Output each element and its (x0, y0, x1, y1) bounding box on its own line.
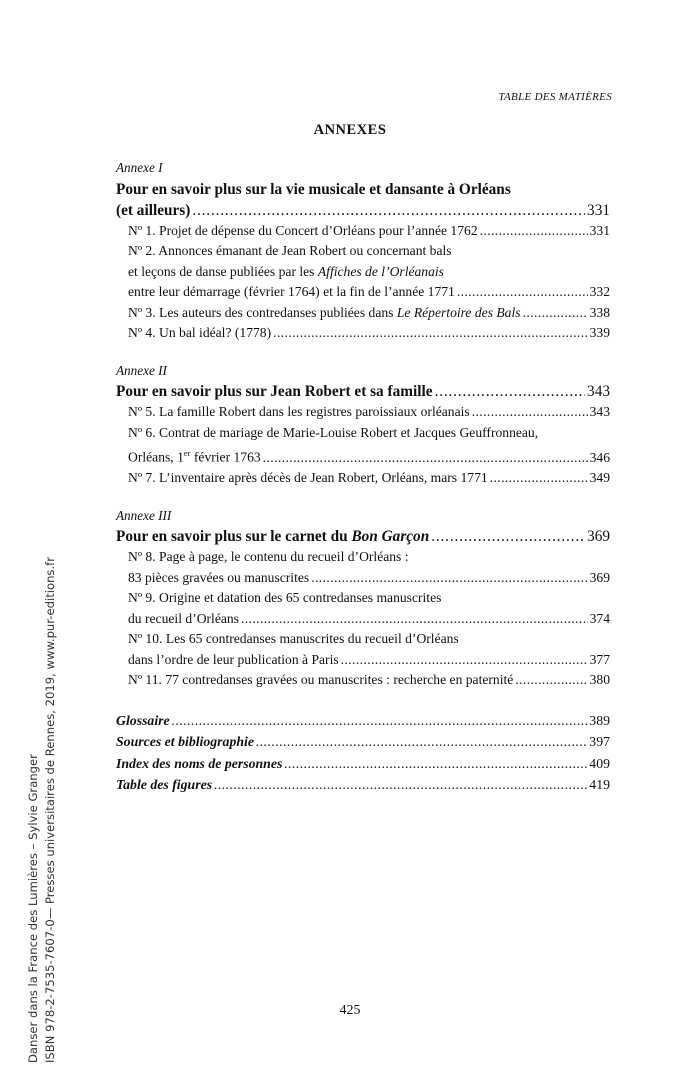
toc-row[interactable]: Pour en savoir plus sur Jean Robert et sa famille . . . 343 (116, 381, 610, 402)
page-ref: 343 (587, 383, 610, 400)
toc-row[interactable]: Pour en savoir plus sur le carnet du Bon Garçon . . . 369 (116, 526, 610, 547)
toc-row[interactable]: Orléans, 1er février 1763 . . . 346 (128, 443, 610, 468)
page-ref: 331 (589, 222, 610, 238)
toc-row[interactable]: entre leur démarrage (février 1764) et la fin de l’année 1771 . . . 332 (128, 282, 610, 303)
section-title: ANNEXES (313, 122, 387, 138)
annex-label: Annexe III (116, 507, 172, 523)
toc-line: Nº 10. Les 65 contredanses manuscrites du recueil d’Orléans (128, 631, 459, 647)
toc-row-figures[interactable]: Table des figures . . . 419 (116, 774, 610, 796)
side-credit-line1: Danser dans la France des Lumières – Sylvie Granger (26, 754, 40, 1063)
page-ref: 397 (589, 734, 610, 750)
toc-row[interactable]: du recueil d’Orléans . . . 374 (128, 609, 610, 630)
toc-line: Nº 6. Contrat de mariage de Marie-Louise Robert et Jacques Geuffronneau, (128, 424, 539, 440)
page-ref: 369 (589, 569, 610, 585)
page-number: 425 (339, 1003, 361, 1018)
annex-2 (116, 361, 610, 489)
page-ref: 419 (589, 777, 610, 793)
page-ref: 338 (589, 304, 610, 320)
page-ref: 346 (589, 449, 610, 465)
page-ref: 377 (589, 651, 610, 667)
page-ref: 380 (589, 672, 610, 688)
page-ref: 389 (589, 712, 610, 728)
toc-line: et leçons de danse publiées par les Affiches de l’Orléanais (128, 263, 444, 279)
page-ref: 369 (587, 528, 610, 546)
toc-row[interactable]: Nº 11. 77 contredanses gravées ou manuscrites : recherche en paternité . . . 380 (128, 670, 610, 691)
running-header: TABLE DES MATIÈRES (498, 91, 612, 103)
toc-row[interactable]: Nº 3. Les auteurs des contredanses publiées dans Le Répertoire des Bals . . . 338 (128, 303, 610, 324)
toc-row[interactable]: Nº 1. Projet de dépense du Concert d’Orléans pour l’année 1762 . . . 331 (128, 221, 610, 242)
page-ref: 343 (589, 404, 610, 419)
side-credit (25, 557, 59, 1063)
toc-row-glossaire[interactable]: Glossaire . . . 389 (116, 710, 610, 732)
page-ref: 349 (589, 470, 610, 486)
page-ref: 339 (589, 325, 610, 340)
page-ref: 374 (589, 610, 610, 626)
toc-row[interactable]: (et ailleurs) . . . 331 (116, 200, 610, 221)
table-of-contents (116, 158, 610, 796)
toc-row-sources[interactable]: Sources et bibliographie . . . 397 (116, 731, 610, 753)
toc-line: Nº 8. Page à page, le contenu du recueil d’Orléans : (128, 549, 409, 565)
toc-row[interactable]: Nº 5. La famille Robert dans les registres paroissiaux orléanais . . . 343 (128, 402, 610, 423)
end-matter (116, 710, 610, 796)
page-ref: 409 (589, 755, 610, 771)
page-ref: 332 (589, 284, 610, 299)
toc-line: Nº 9. Origine et datation des 65 contredanses manuscrites (128, 590, 442, 606)
annex-heading: Pour en savoir plus sur la vie musicale et dansante à Orléans (116, 180, 511, 198)
page-ref: 331 (587, 201, 610, 219)
toc-line: Nº 2. Annonces émanant de Jean Robert ou concernant bals (128, 243, 452, 258)
toc-row[interactable]: Nº 7. L’inventaire après décès de Jean Robert, Orléans, mars 1771 . . . 349 (128, 468, 610, 489)
side-credit-line2: ISBN 978-2-7535-7607-0— Presses universitaires de Rennes, 2019, www.pur-editions.fr (43, 557, 57, 1063)
toc-row[interactable]: dans l’ordre de leur publication à Paris . . . 377 (128, 650, 610, 671)
toc-row[interactable]: 83 pièces gravées ou manuscrites . . . 369 (128, 568, 610, 589)
annex-label: Annexe II (116, 362, 167, 378)
toc-row-index[interactable]: Index des noms de personnes . . . 409 (116, 753, 610, 775)
annex-3 (116, 506, 610, 691)
annex-label: Annexe I (116, 160, 163, 175)
toc-row[interactable]: Nº 4. Un bal idéal? (1778) . . . 339 (128, 323, 610, 344)
annex-1 (116, 158, 610, 344)
